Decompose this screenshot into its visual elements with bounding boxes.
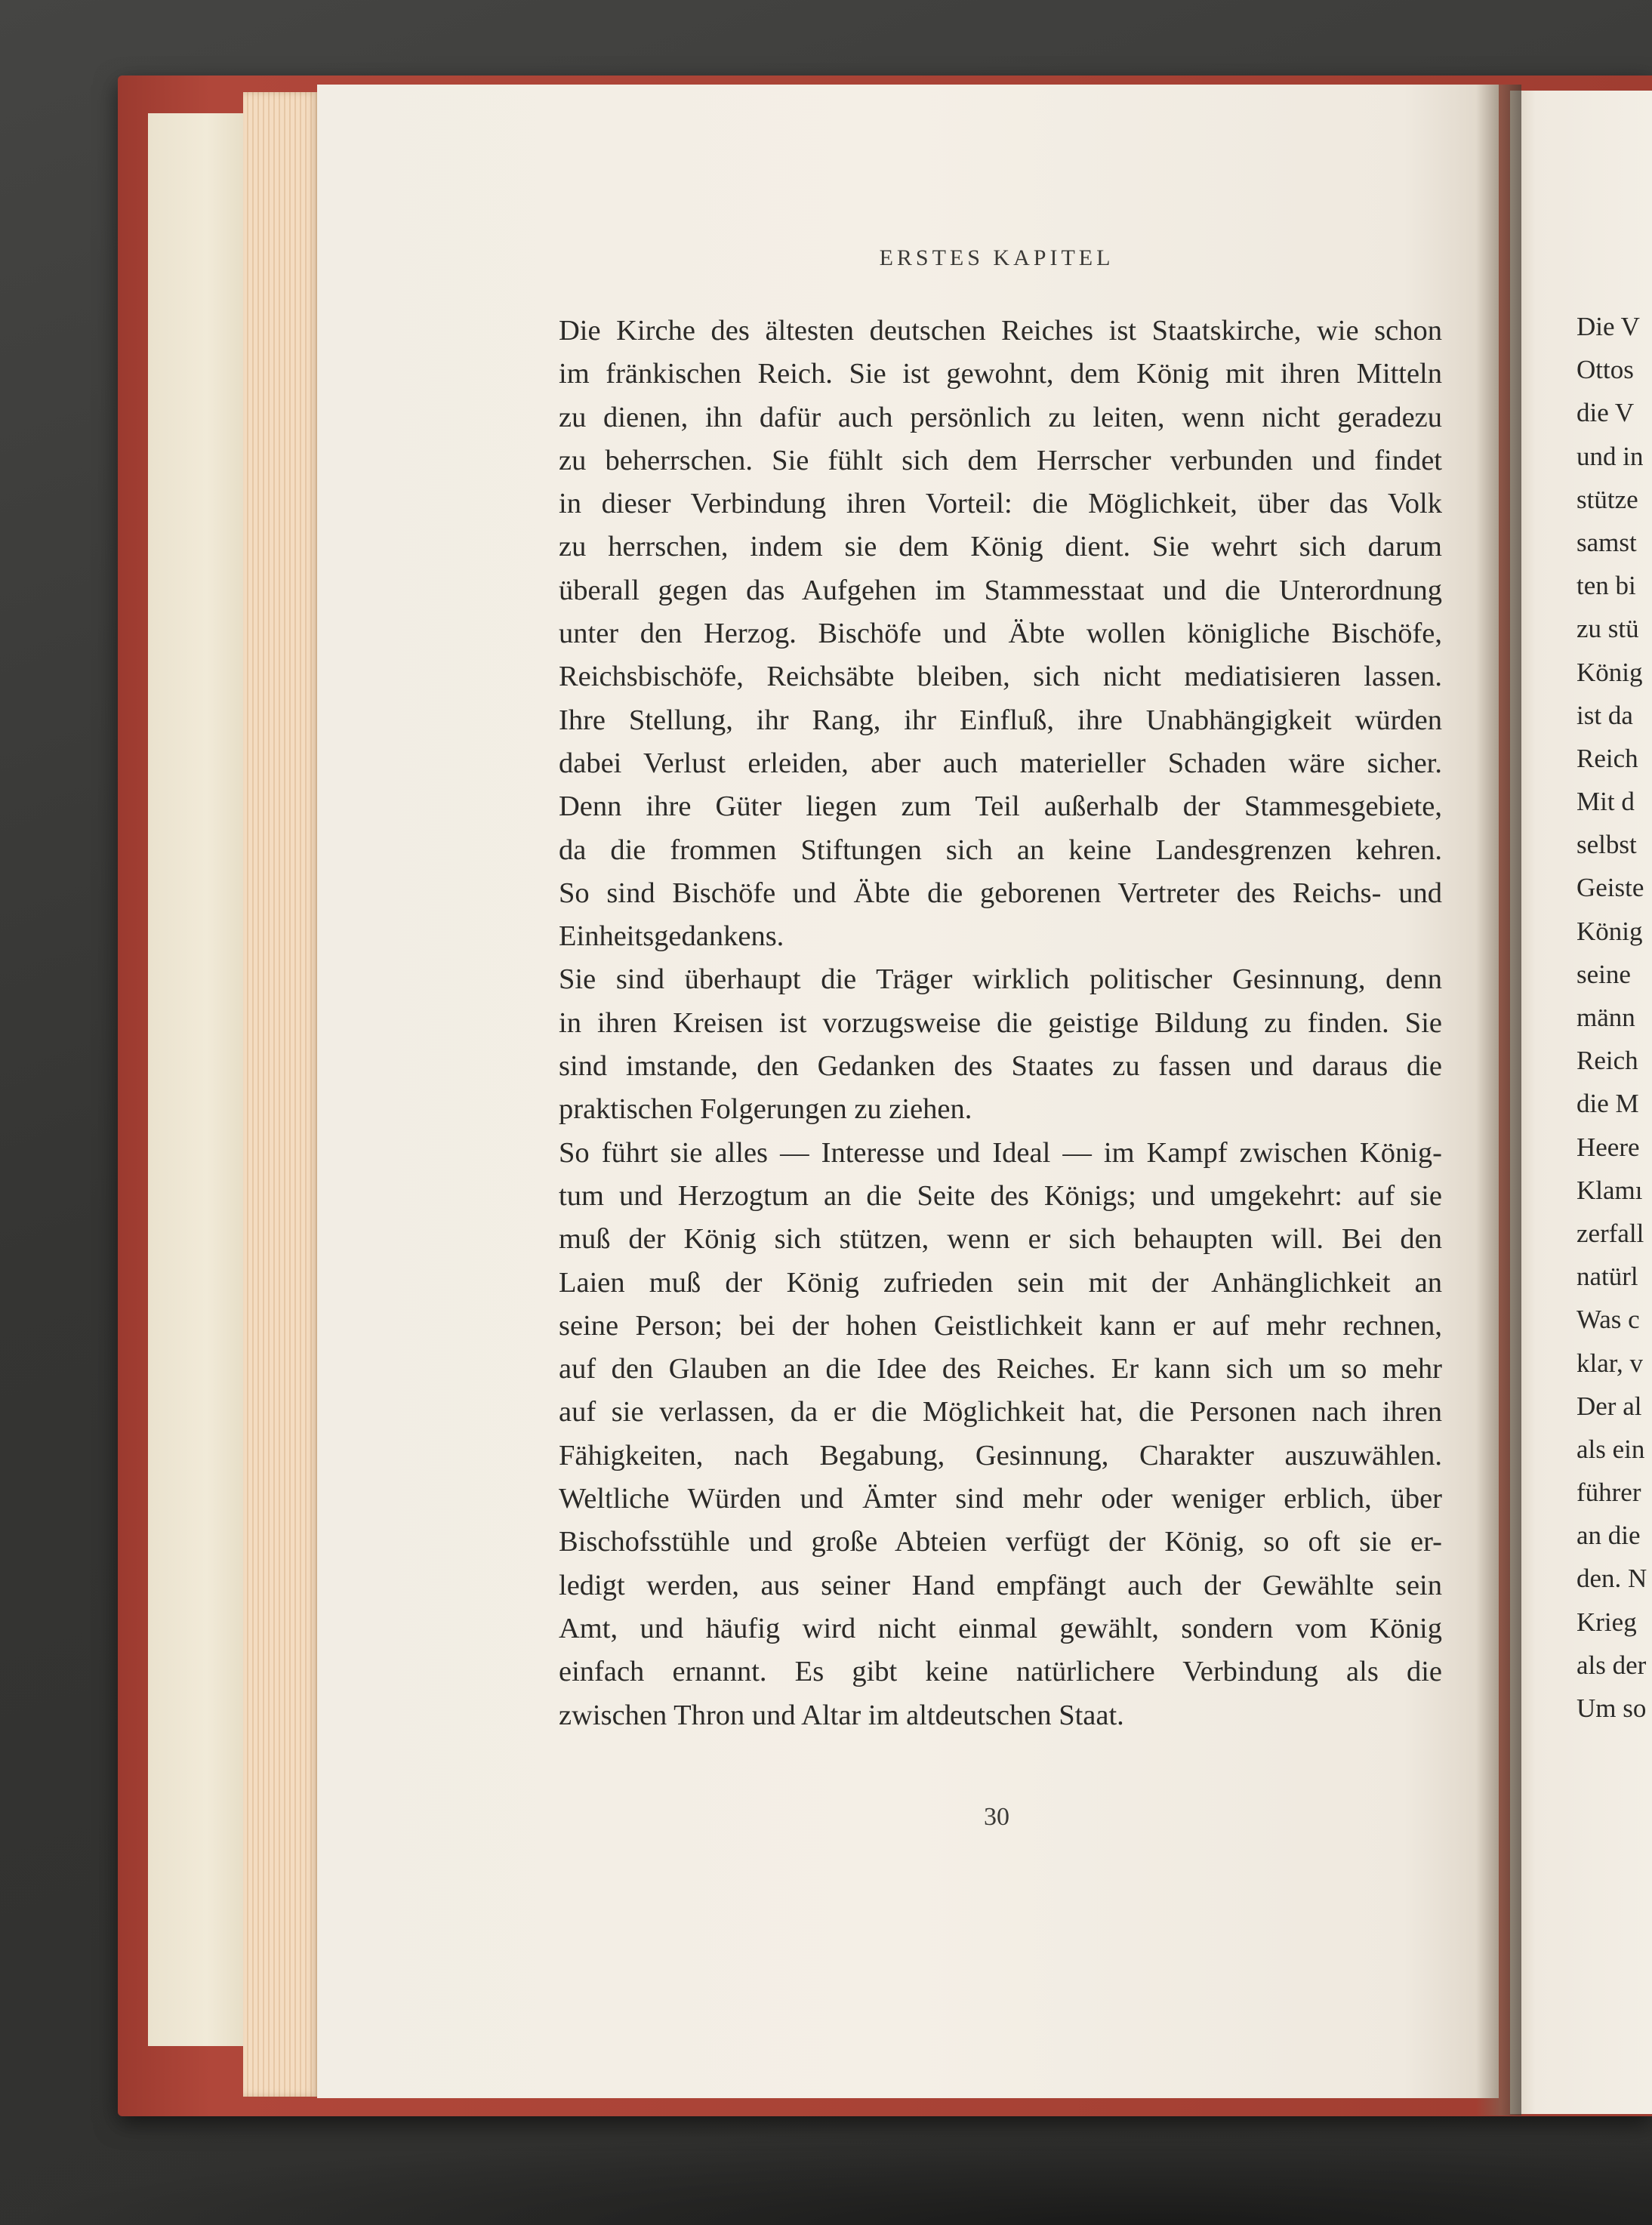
facing-text-line: den. N bbox=[1576, 1564, 1647, 1594]
facing-text-line: Mit d bbox=[1576, 787, 1635, 817]
text-line: Ihre Stellung, ihr Rang, ihr Einfluß, ihre Unabhängigkeit würden bbox=[559, 704, 1442, 736]
text-line: Sie sind überhaupt die Träger wirklich politischer Gesinnung, denn bbox=[559, 963, 1442, 996]
facing-text-line: die V bbox=[1576, 398, 1635, 428]
text-line: sind imstande, den Gedanken des Staates zu fassen und daraus die bbox=[559, 1050, 1442, 1083]
facing-text-line: als ein bbox=[1576, 1434, 1645, 1464]
text-line: zu dienen, ihn dafür auch persönlich zu leiten, wenn nicht geradezu bbox=[559, 401, 1442, 433]
text-line: ledigt werden, aus seiner Hand empfängt auch der Gewählte sein bbox=[559, 1569, 1442, 1601]
facing-text-line: samst bbox=[1576, 527, 1637, 557]
facing-text-line: Um so bbox=[1576, 1693, 1647, 1723]
facing-text-line: seine bbox=[1576, 959, 1631, 989]
text-line: im fränkischen Reich. Sie ist gewohnt, dem König mit ihren Mitteln bbox=[559, 358, 1442, 390]
text-line: auf den Glauben an die Idee des Reiches. Er kann sich um so mehr bbox=[559, 1353, 1442, 1385]
page-edges bbox=[243, 92, 319, 2097]
facing-text-line: führer bbox=[1576, 1478, 1641, 1508]
facing-text-line: stütze bbox=[1576, 484, 1638, 514]
facing-text-line: Der al bbox=[1576, 1391, 1642, 1421]
facing-text-line: Geiste bbox=[1576, 873, 1644, 903]
facing-text-line: natürl bbox=[1576, 1262, 1638, 1292]
page-number: 30 bbox=[984, 1803, 1009, 1831]
text-line: muß der König sich stützen, wenn er sich behaupten will. Bei den bbox=[559, 1223, 1442, 1256]
facing-text-line: Was c bbox=[1576, 1305, 1640, 1335]
facing-text-line: Ottos bbox=[1576, 355, 1634, 385]
text-line: Einheitsgedankens. bbox=[559, 920, 784, 953]
text-line: seine Person; bei der hohen Geistlichkeit kann er auf mehr rechnen, bbox=[559, 1309, 1442, 1342]
facing-text-line: und in bbox=[1576, 441, 1644, 471]
text-line: zwischen Thron und Altar im altdeutschen Staat. bbox=[559, 1699, 1124, 1731]
text-line: unter den Herzog. Bischöfe und Äbte wollen königliche Bischöfe, bbox=[559, 618, 1442, 650]
facing-text-line: Klamı bbox=[1576, 1175, 1643, 1205]
facing-text-line: König bbox=[1576, 916, 1643, 946]
facing-text-line: zu stü bbox=[1576, 614, 1639, 644]
facing-text-line: ist da bbox=[1576, 700, 1633, 730]
text-line: tum und Herzogtum an die Seite des Königs; und umgekehrt: auf sie bbox=[559, 1179, 1442, 1212]
facing-text-line: zerfall bbox=[1576, 1218, 1644, 1248]
facing-text-line: klar, v bbox=[1576, 1348, 1644, 1378]
text-line: praktischen Folgerungen zu ziehen. bbox=[559, 1093, 972, 1126]
text-line: Denn ihre Güter liegen zum Teil außerhalb der Stammesgebiete, bbox=[559, 790, 1442, 823]
text-line: überall gegen das Aufgehen im Stammesstaat und die Unterordnung bbox=[559, 574, 1442, 606]
facing-text-line: Reich bbox=[1576, 743, 1638, 773]
facing-text-line: die M bbox=[1576, 1089, 1639, 1119]
text-line: dabei Verlust erleiden, aber auch materieller Schaden wäre sicher. bbox=[559, 747, 1442, 779]
background-shadow bbox=[0, 2129, 1652, 2225]
text-line: in dieser Verbindung ihren Vorteil: die Möglichkeit, über das Volk bbox=[559, 488, 1442, 520]
endpaper bbox=[148, 113, 246, 2046]
text-line: Reichsbischöfe, Reichsäbte bleiben, sich nicht mediatisieren lassen. bbox=[559, 661, 1442, 693]
gutter-shadow bbox=[1476, 85, 1521, 2116]
facing-text-line: ten bi bbox=[1576, 571, 1636, 601]
facing-page-text bbox=[1576, 305, 1652, 1730]
facing-text-line: an die bbox=[1576, 1521, 1641, 1551]
text-line: So sind Bischöfe und Äbte die geborenen Vertreter des Reichs- und bbox=[559, 877, 1442, 909]
facing-text-line: Krieg bbox=[1576, 1607, 1637, 1637]
text-line: zu beherrschen. Sie fühlt sich dem Herrscher verbunden und findet bbox=[559, 444, 1442, 476]
text-line: zu herrschen, indem sie dem König dient. Sie wehrt sich darum bbox=[559, 531, 1442, 563]
facing-text-line: als der bbox=[1576, 1650, 1647, 1680]
text-line: Fähigkeiten, nach Begabung, Gesinnung, Charakter auszuwählen. bbox=[559, 1439, 1442, 1472]
text-line: Weltliche Würden und Ämter sind mehr oder weniger erblich, über bbox=[559, 1483, 1442, 1515]
body-text bbox=[559, 310, 1442, 1737]
facing-text-line: selbst bbox=[1576, 830, 1637, 860]
text-line: auf sie verlassen, da er die Möglichkeit hat, die Personen nach ihren bbox=[559, 1396, 1442, 1428]
facing-text-line: König bbox=[1576, 657, 1643, 687]
text-line: Bischofsstühle und große Abteien verfügt der König, so oft sie er- bbox=[559, 1526, 1442, 1558]
text-line: einfach ernannt. Es gibt keine natürlichere Verbindung als die bbox=[559, 1656, 1442, 1688]
facing-text-line: männ bbox=[1576, 1003, 1635, 1032]
facing-text-line: Reich bbox=[1576, 1046, 1638, 1076]
running-head: ERSTES KAPITEL bbox=[879, 245, 1114, 270]
text-line: So führt sie alles — Interesse und Ideal — im Kampf zwischen König- bbox=[559, 1136, 1442, 1169]
text-line: in ihren Kreisen ist vorzugsweise die geistige Bildung zu finden. Sie bbox=[559, 1006, 1442, 1039]
facing-text-line: Die V bbox=[1576, 312, 1640, 341]
text-line: da die frommen Stiftungen sich an keine Landesgrenzen kehren. bbox=[559, 834, 1442, 866]
text-line: Amt, und häufig wird nicht einmal gewählt, sondern vom König bbox=[559, 1612, 1442, 1644]
text-line: Die Kirche des ältesten deutschen Reiches ist Staatskirche, wie schon bbox=[559, 315, 1442, 347]
text-line: Laien muß der König zufrieden sein mit der Anhänglichkeit an bbox=[559, 1266, 1442, 1299]
facing-text-line: Heere bbox=[1576, 1132, 1640, 1162]
